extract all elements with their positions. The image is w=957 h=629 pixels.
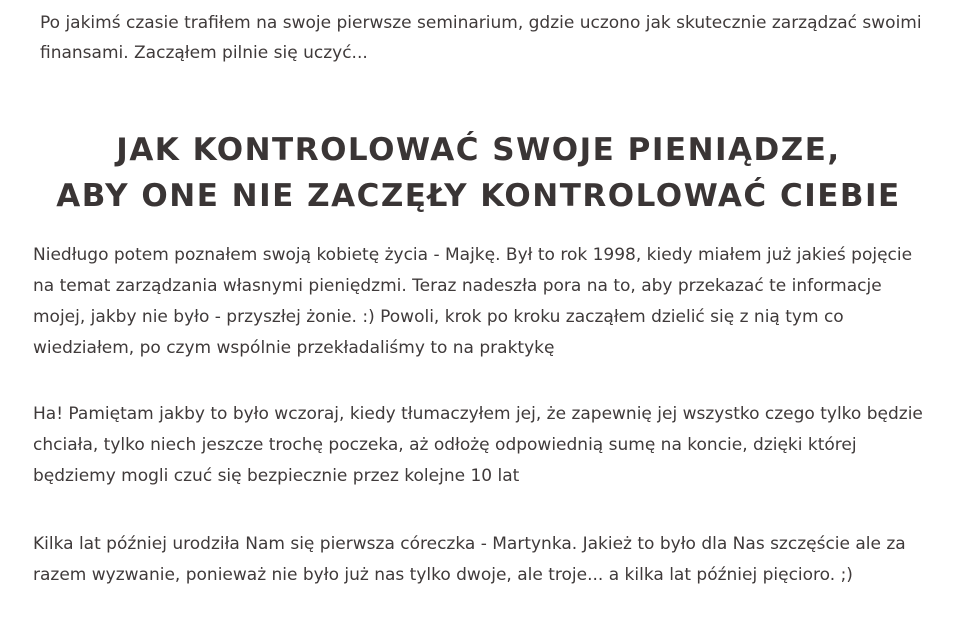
intro-paragraph: Po jakimś czasie trafiłem na swoje pierwsze seminarium, gdzie uczono jak skutecznie zarządzać swoimi finansami. Zacząłem pilnie się uczyć... <box>40 13 922 63</box>
section-heading <box>0 127 957 219</box>
paragraph-meeting-wife: Niedługo potem poznałem swoją kobietę życia - Majkę. Był to rok 1998, kiedy miałem już jakieś pojęcie na temat zarządzania własnymi pieniędzmi. Teraz nadeszła pora na to, aby przekazać te informacje mojej, jakby nie było - przyszłej żonie. :) Powoli, krok po kroku zacząłem dzielić się z nią tym co wiedziałem, po czym wspólnie przekładaliśmy to na praktykę <box>33 245 913 358</box>
paragraph-daughter: Kilka lat później urodziła Nam się pierwsza córeczka - Martynka. Jakież to było dla Nas szczęście ale za razem wyzwanie, ponieważ nie było już nas tylko dwoje, ale troje... a kilka lat później pięcioro. ;) <box>33 534 906 585</box>
paragraph-memory: Ha! Pamiętam jakby to było wczoraj, kiedy tłumaczyłem jej, że zapewnię jej wszystko czego tylko będzie chciała, tylko niech jeszcze trochę poczeka, aż odłożę odpowiednią sumę na koncie, dzięki której będziemy mogli czuć się bezpiecznie przez kolejne 10 lat <box>33 404 923 486</box>
heading-line-2: ABY ONE NIE ZACZĘŁY KONTROLOWAĆ CIEBIE <box>56 178 901 214</box>
heading-line-1: JAK KONTROLOWAĆ SWOJE PIENIĄDZE, <box>116 132 841 168</box>
